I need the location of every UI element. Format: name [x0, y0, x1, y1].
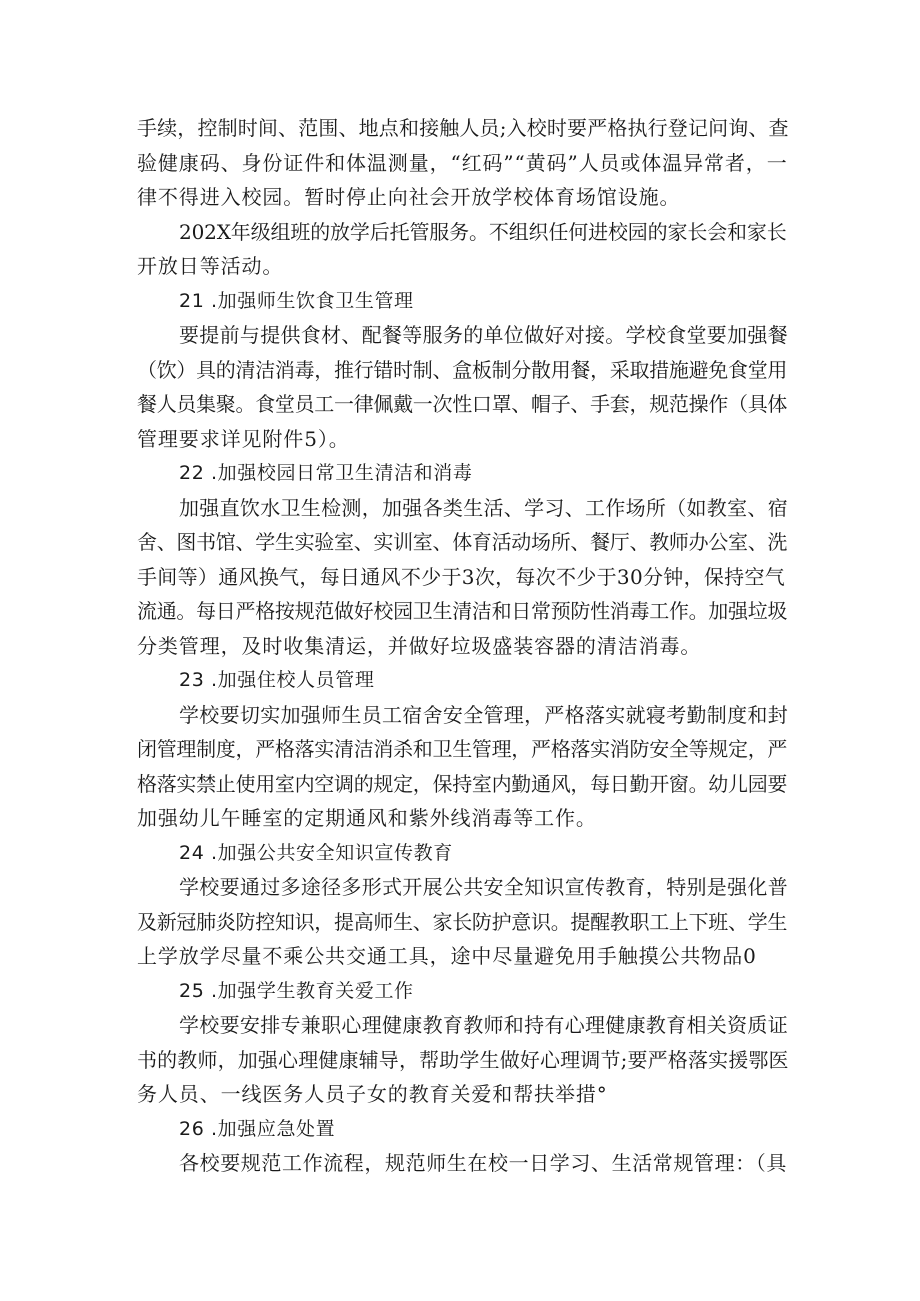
paragraph-line: 开放日等活动。	[137, 254, 284, 278]
paragraph-line: 学校要安排专兼职心理健康教育教师和持有心理健康教育相关资质证	[179, 1013, 788, 1037]
section-heading: 23 .加强住校人员管理	[179, 669, 375, 691]
paragraph-line: 手续，控制时间、范围、地点和接触人员;入校时要严格执行登记问询、查	[137, 116, 789, 140]
paragraph-line: 学校要切实加强师生员工宿舍安全管理，严格落实就寝考勤制度和封	[179, 702, 788, 727]
paragraph-line: 要提前与提供食材、配餐等服务的单位做好对接。学校食堂要加强餐	[179, 323, 788, 347]
paragraph-line: 管理要求详见附件5）。	[137, 426, 350, 451]
paragraph-line: 书的教师，加强心理健康辅导，帮助学生做好心理调节;要严格落实援鄂医	[137, 1047, 789, 1072]
paragraph-line: 闭管理制度，严格落实清洁消杀和卫生管理，严格落实消防安全等规定，严	[137, 737, 788, 761]
paragraph-line: 流通。每日严格按规范做好校园卫生清洁和日常预防性消毒工作。加强垃圾	[137, 599, 788, 623]
paragraph-line: 加强幼儿午睡室的定期通风和紫外线消毒等工作。	[137, 806, 597, 830]
section-heading: 22 .加强校园日常卫生清洁和消毒	[179, 462, 473, 484]
paragraph-line: 分类管理，及时收集清运，并做好垃圾盛装容器的清洁消毒。	[137, 633, 702, 658]
paragraph-line: 加强直饮水卫生检测，加强各类生活、学习、工作场所（如教室、宿	[179, 495, 788, 520]
paragraph-line: 验健康码、身份证件和体温测量，“红码”“黄码”人员或体温异常者，一	[137, 150, 788, 175]
section-heading: 25 .加强学生教育关爱工作	[179, 979, 414, 1002]
paragraph-line: 餐人员集聚。食堂员工一律佩戴一次性口罩、帽子、手套，规范操作（具体	[137, 392, 788, 416]
paragraph-line: 学校要通过多途径多形式开展公共安全知识宣传教育，特别是强化普	[179, 875, 788, 899]
paragraph-line: 务人员、一线医务人员子女的教育关爱和帮扶举措°	[137, 1082, 608, 1106]
section-heading: 24 .加强公共安全知识宣传教育	[179, 841, 453, 864]
paragraph-line: 舍、图书馆、学生实验室、实训室、体育活动场所、餐厅、教师办公室、洗	[137, 530, 788, 554]
paragraph-line: 手间等）通风换气，每日通风不少于3次，每次不少于30分钟，保持空气	[137, 564, 786, 589]
paragraph-line: （饮）具的清洁消毒，推行错时制、盒板制分散用餐，采取措施避免食堂用	[137, 357, 788, 382]
paragraph-line: 及新冠肺炎防控知识，提高师生、家长防护意识。提醒教职工上下班、学生	[137, 909, 788, 934]
paragraph-line: 律不得进入校园。暂时停止向社会开放学校体育场馆设施。	[137, 185, 681, 209]
section-heading: 21 .加强师生饮食卫生管理	[179, 289, 414, 312]
paragraph-line: 各校要规范工作流程，规范师生在校一日学习、生活常规管理：（具	[179, 1151, 787, 1175]
document-body	[137, 111, 789, 1181]
paragraph-line: 格落实禁止使用室内空调的规定，保持室内勤通风，每日勤开窗。幼儿园要	[137, 771, 788, 796]
section-heading: 26 .加强应急处置	[179, 1117, 336, 1140]
paragraph-line: 202X年级组班的放学后托管服务。不组织任何进校园的家长会和家长	[179, 219, 787, 244]
paragraph-line: 上学放学尽量不乘公共交通工具，途中尽量避免用手触摸公共物品0	[137, 944, 757, 968]
